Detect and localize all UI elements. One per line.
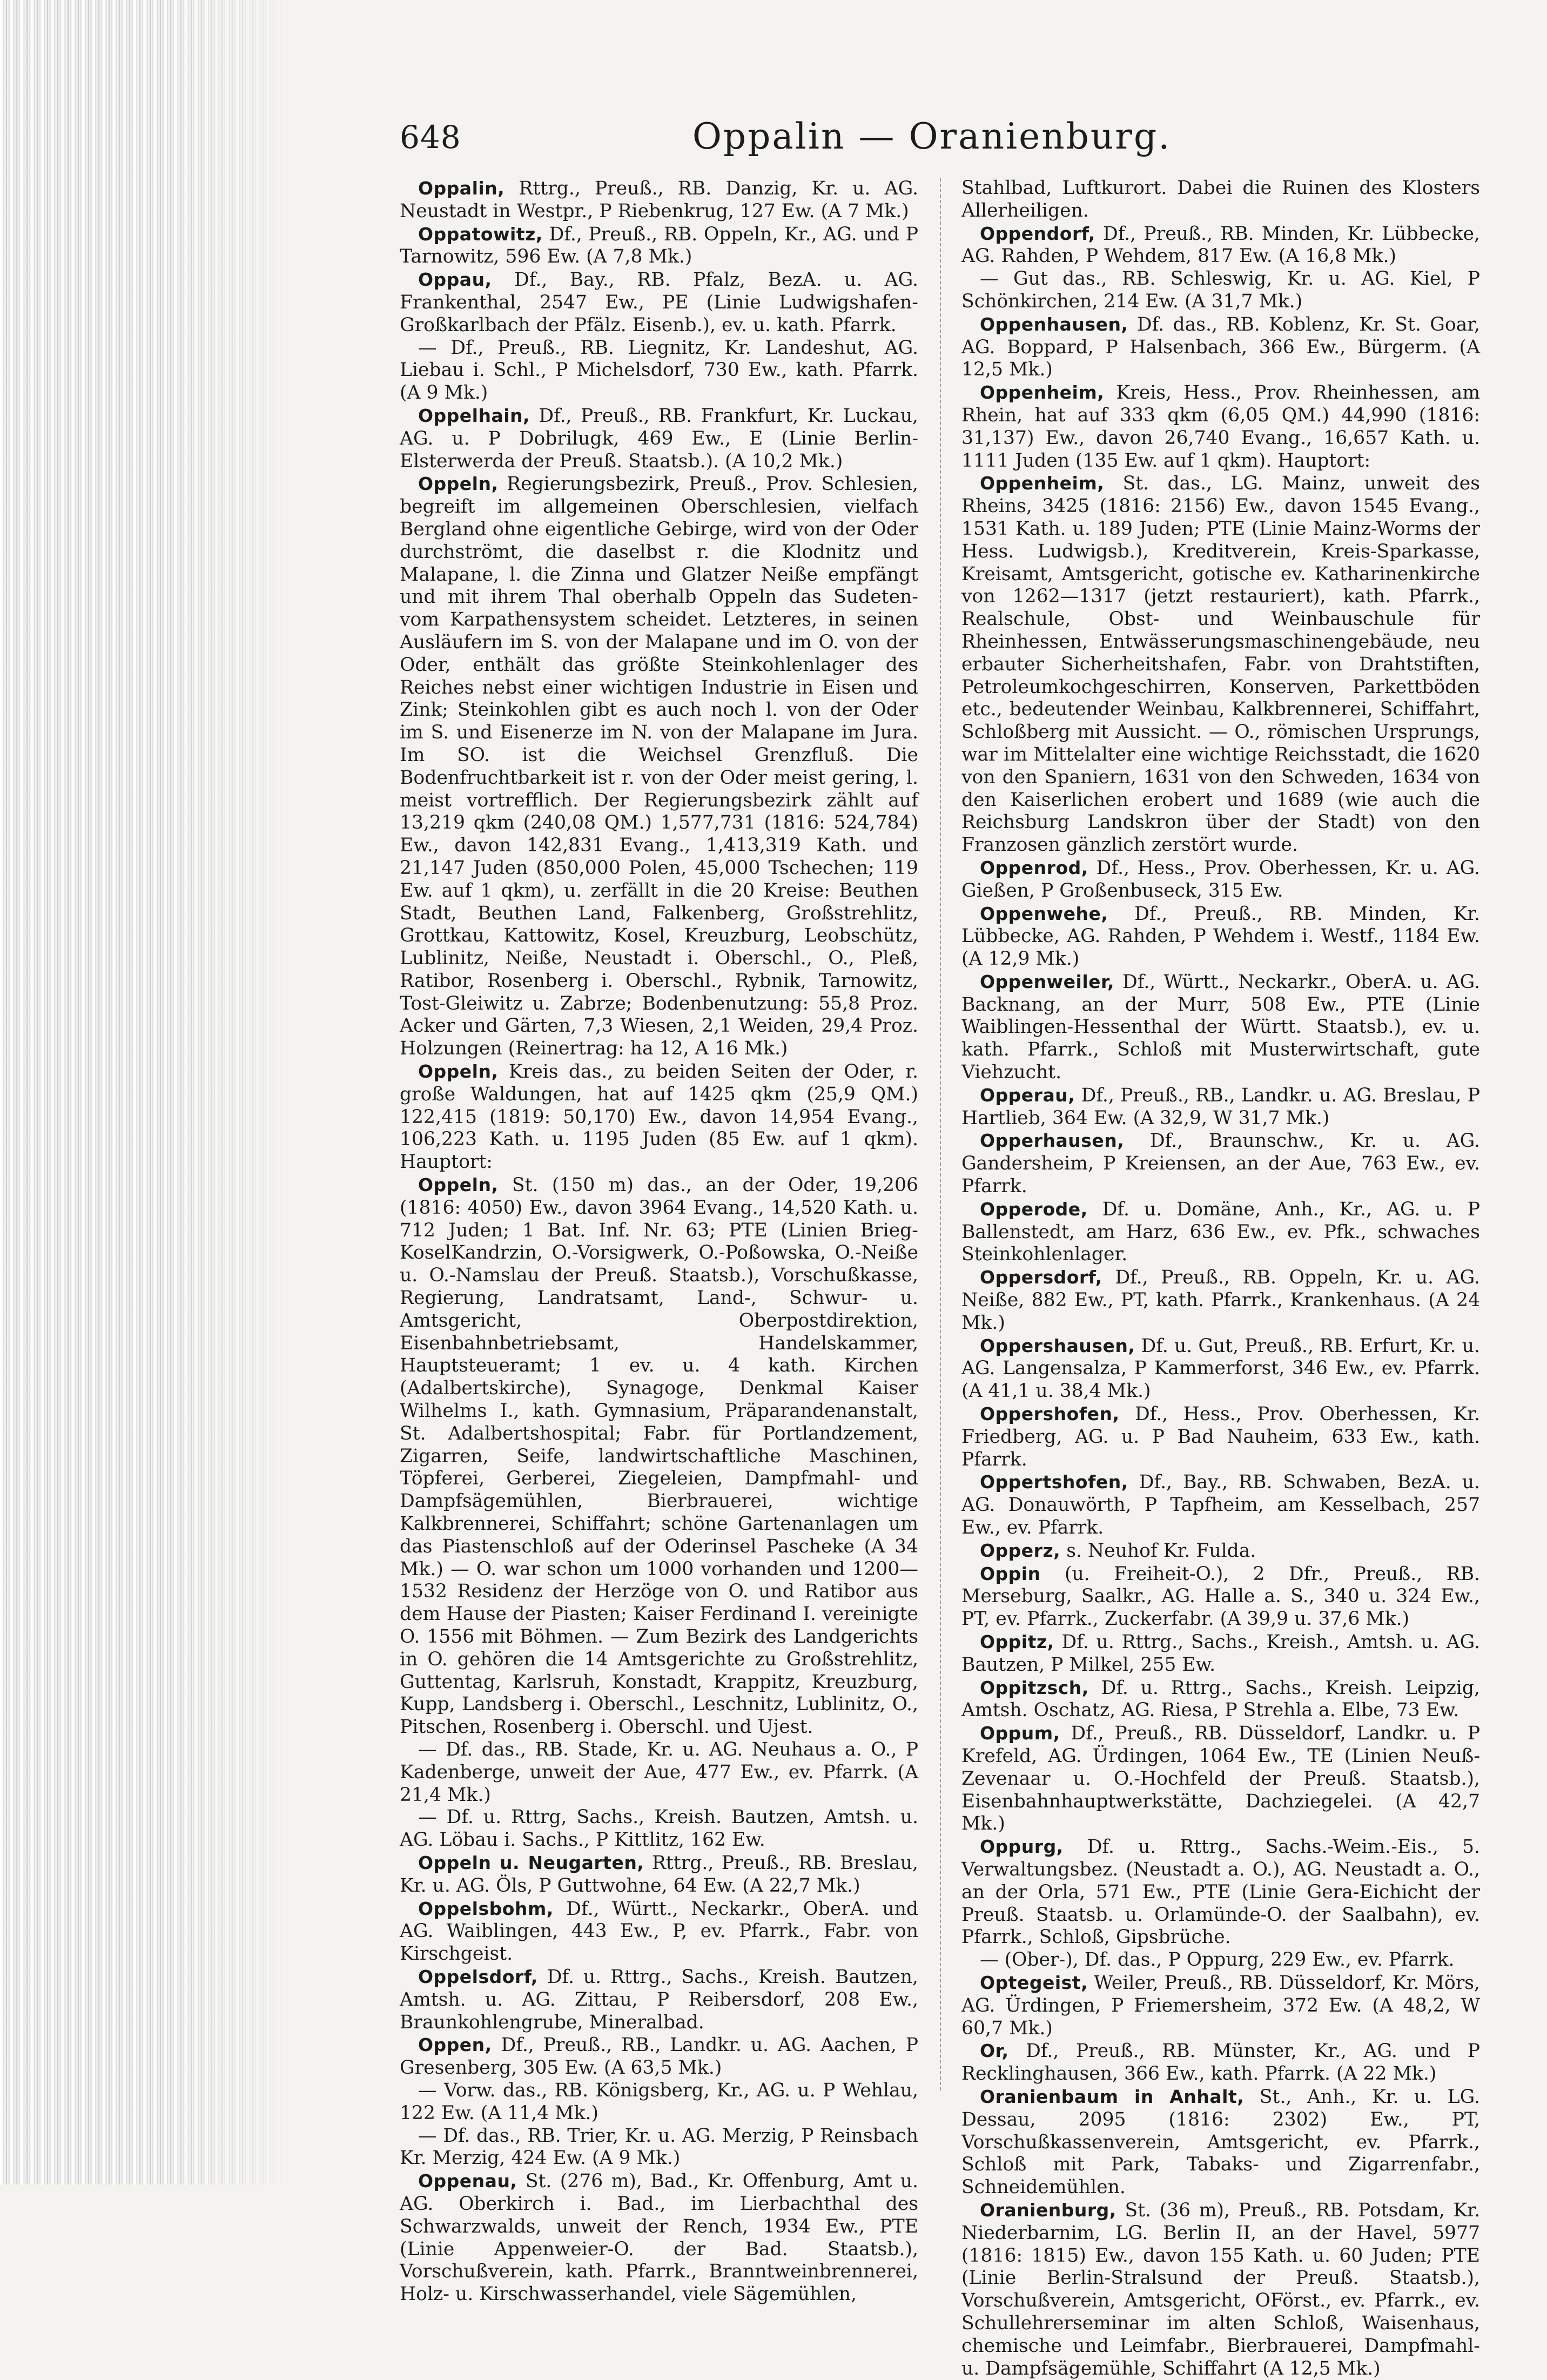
entry-text: Kreis das., zu beiden Seiten der Oder, r. große Waldungen, hat auf 1425 qkm (25,9 QM.) 122,415 (1819: 50,170) Ew., davon 14,954 Evang., 106,223 Kath. u. 1195 Juden (85 Ew. auf 1 qkm). Hauptort: bbox=[400, 1061, 918, 1173]
dictionary-entry bbox=[961, 2086, 1480, 2199]
entry-text: Stahlbad, Luftkurort. Dabei die Ruinen des Klosters Allerheiligen. bbox=[961, 177, 1480, 221]
dictionary-entry bbox=[400, 1806, 918, 1852]
dictionary-entry bbox=[961, 1631, 1480, 1677]
dictionary-entry bbox=[961, 2040, 1480, 2086]
dictionary-entry bbox=[400, 1060, 918, 1174]
entry-text: Rttrg., Preuß., RB. Danzig, Kr. u. AG. Neustadt in Westpr., P Riebenkrug, 127 Ew. (A 7 Mk.) bbox=[400, 178, 918, 222]
entry-headword: Or, bbox=[980, 2040, 1009, 2062]
entry-text: Df. u. Rttrg., Sachs., Kreish. Leipzig, Amtsh. Oschatz, AG. Riesa, P Strehla a. Elbe, 73 Ew. bbox=[961, 1677, 1480, 1722]
dictionary-entry bbox=[961, 2199, 1480, 2380]
entry-text: St., Anh., Kr. u. LG. Dessau, 2095 (1816: 2302) Ew., PT, Vorschußkassenverein, Amtsgericht, ev. Pfarrk., Schloß mit Park, Tabaks- und Zigarrenfabr., Schneidemühlen. bbox=[961, 2086, 1480, 2199]
entry-text: Df., Preuß., RB. Oppeln, Kr., AG. und P Tarnowitz, 596 Ew. (A 7,8 Mk.) bbox=[400, 223, 918, 268]
entry-text: Regierungsbezirk, Preuß., Prov. Schlesien, begreift im allgemeinen Oberschlesien, vielfach Bergland ohne eigentliche Gebirge, wird von der Oder durchströmt, die daselbst r. die Klodnitz und Malapane, l. die Zinna und Glatzer Neiße empfängt und mit ihrem Thal oberhalb Oppeln das Sudeten- vom Karpathensystem scheidet. Letzteres, in seinen Ausläufern im S. von der Malapane und im O. von der Oder, enthält das größte Steinkohlenlager des Reiches nebst einer wichtigen Industrie in Eisen und Zink; Steinkohlen gibt es auch noch l. von der Oder im S. und Eisenerze im N. von der Malapane im Jura. Im SO. ist die Weichsel Grenzfluß. Die Bodenfruchtbarkeit ist r. von der Oder meist gering, l. meist vortrefflich. Der Regierungsbezirk zählt auf 13,219 qkm (240,08 QM.) 1,577,731 (1816: 524,784) Ew., davon 142,831 Evang., 1,413,319 Kath. und 21,147 Juden (850,000 Polen, 45,000 Tschechen; 119 Ew. auf 1 qkm), u. zerfällt in die 20 Kreise: Beuthen Stadt, Beuthen Land, Falkenberg, Großstrehlitz, Grottkau, Kattowitz, Kosel, Kreuzburg, Leobschütz, Lublinitz, Neiße, Neustadt i. Oberschl., O., Pleß, Ratibor, Rosenberg i. Oberschl., Rybnik, Tarnowitz, Tost-Gleiwitz u. Zabrze; Bodenbenutzung: 55,8 Proz. Acker und Gärten, 7,3 Wiesen, 2,1 Weiden, 29,4 Proz. Holzungen (Reinertrag: ha 12, A 16 Mk.) bbox=[400, 473, 918, 1060]
page-header bbox=[378, 108, 1485, 167]
entry-headword: Oppenau, bbox=[418, 2170, 517, 2192]
entry-headword: Oppeln, bbox=[418, 1174, 499, 1196]
scan-edge-fade bbox=[162, 0, 302, 2184]
entry-headword: Oppitzsch, bbox=[980, 1677, 1089, 1698]
dictionary-entry bbox=[961, 223, 1480, 268]
dictionary-entry bbox=[400, 1174, 918, 1739]
entry-text: Df. das., RB. Koblenz, Kr. St. Goar, AG. Boppard, P Halsenbach, 366 Ew., Bürgerm. (A 12,5 Mk.) bbox=[961, 313, 1480, 381]
dictionary-entry bbox=[961, 1539, 1480, 1563]
entry-text: St. (150 m) das., an der Oder, 19,206 (1816: 4050) Ew., davon 3964 Evang., 14,520 Kath. u. 712 Juden; 1 Bat. Inf. Nr. 63; PTE (Linien Brieg-KoselKandrzin, O.-Vorsigwerk, O.-Poßowska, O.-Neiße u. O.-Namslau der Preuß. Staatsb.), Vorschußkasse, Regierung, Landratsamt, Land-, Schwur- u. Amtsgericht, Oberpostdirektion, Eisenbahnbetriebsamt, Handelskammer, Hauptsteueramt; 1 ev. u. 4 kath. Kirchen (Adalbertskirche), Synagoge, Denkmal Kaiser Wilhelms I., kath. Gymnasium, Präparandenanstalt, St. Adalbertshospital; Fabr. für Portlandzement, Zigarren, Seife, landwirtschaftliche Maschinen, Töpferei, Gerberei, Ziegeleien, Dampfmahl- und Dampfsägemühlen, Bierbrauerei, wichtige Kalkbrennerei, Schiffahrt; schöne Gartenanlagen um das Piastenschloß auf der Oderinsel Pascheke (A 34 Mk.) — O. war schon um 1000 vorhanden und 1200—1532 Residenz der Herzöge von O. und Ratibor aus dem Hause der Piasten; Kaiser Ferdinand I. vereinigte O. 1556 mit Böhmen. — Zum Bezirk des Landgerichts in O. gehören die 14 Amtsgerichte zu Großstrehlitz, Guttentag, Karlsruh, Konstadt, Krappitz, Kreuzburg, Kupp, Landsberg i. Oberschl., Leschnitz, Lublinitz, O., Pitschen, Rosenberg i. Oberschl. und Ujest. bbox=[400, 1174, 918, 1738]
entry-text: Df., Bay., RB. Pfalz, BezA. u. AG. Frankenthal, 2547 Ew., PE (Linie Ludwigshafen-Großkarlbach der Pfälz. Eisenb.), ev. u. kath. Pfarrk. bbox=[400, 269, 918, 336]
dictionary-entry bbox=[400, 1966, 918, 2034]
entry-headword: Oppin bbox=[980, 1563, 1041, 1584]
entry-headword: Oppenweiler, bbox=[980, 971, 1115, 992]
entry-text: Df. u. Gut, Preuß., RB. Erfurt, Kr. u. AG. Langensalza, P Kammerforst, 346 Ew., ev. Pfarrk. (A 41,1 u. 38,4 Mk.) bbox=[961, 1335, 1480, 1402]
dictionary-entry bbox=[400, 2034, 918, 2080]
entry-headword: Oppitz, bbox=[980, 1631, 1054, 1652]
entry-text: Df., Preuß., RB. Münster, Kr., AG. und P Recklinghausen, 366 Ew., kath. Pfarrk. (A 22 Mk.) bbox=[961, 2040, 1480, 2085]
column-divider bbox=[940, 178, 941, 2090]
entry-headword: Oppatowitz, bbox=[418, 223, 543, 245]
dictionary-entry bbox=[961, 1677, 1480, 1723]
entry-headword: Oppelsbohm, bbox=[418, 1898, 554, 1919]
dictionary-entry bbox=[961, 971, 1480, 1084]
dictionary-entry bbox=[400, 268, 918, 337]
dictionary-entry bbox=[961, 381, 1480, 472]
entry-text: Df., Braunschw., Kr. u. AG. Gandersheim, P Kreiensen, an der Aue, 763 Ew., ev. Pfarrk. bbox=[961, 1130, 1480, 1198]
dictionary-entry bbox=[961, 1563, 1480, 1631]
entry-text: Df., Preuß., RB. Oppeln, Kr. u. AG. Neiße, 882 Ew., PT, kath. Pfarrk., Krankenhaus. (A 24 Mk.) bbox=[961, 1267, 1480, 1334]
entry-headword: Oranienburg, bbox=[980, 2199, 1116, 2221]
entry-headword: Oppeln u. Neugarten, bbox=[418, 1852, 644, 1873]
entry-text: Df., Preuß., RB. Minden, Kr. Lübbecke, AG. Rahden, P Wehdem i. Westf., 1184 Ew. (A 12,9 Mk.) bbox=[961, 903, 1480, 970]
entry-headword: Oranienbaum in Anhalt, bbox=[980, 2086, 1245, 2107]
dictionary-entry bbox=[961, 903, 1480, 971]
entry-headword: Oppeln, bbox=[418, 473, 499, 495]
entry-text: Df. u. Rttrg., Sachs., Kreish. Bautzen, Amtsh. u. AG. Zittau, P Reibersdorf, 208 Ew., Braunkohlengrube, Mineralbad. bbox=[400, 1966, 918, 2033]
entry-text: Df., Bay., RB. Schwaben, BezA. u. AG. Donauwörth, P Tapfheim, am Kesselbach, 257 Ew., ev. Pfarrk. bbox=[961, 1471, 1480, 1539]
entry-text: Rttrg., Preuß., RB. Breslau, Kr. u. AG. Öls, P Guttwohne, 64 Ew. (A 22,7 Mk.) bbox=[400, 1852, 918, 1897]
entry-headword: Oppershofen, bbox=[980, 1403, 1120, 1425]
dictionary-entry bbox=[400, 1898, 918, 1966]
entry-text: — Df. u. Rttrg, Sachs., Kreish. Bautzen, Amtsh. u. AG. Löbau i. Sachs., P Kittlitz, 162 Ew. bbox=[400, 1806, 918, 1851]
dictionary-entry bbox=[400, 405, 918, 473]
entry-text: — (Ober-), Df. das., P Oppurg, 229 Ew., ev. Pfarrk. bbox=[980, 1949, 1455, 1971]
dictionary-entry bbox=[400, 2170, 918, 2306]
entry-text: (u. Freiheit-O.), 2 Dfr., Preuß., RB. Merseburg, Saalkr., AG. Halle a. S., 340 u. 324 Ew., PT, ev. Pfarrk., Zuckerfabr. (A 39,9 u. 37,6 Mk.) bbox=[961, 1563, 1480, 1630]
entry-headword: Opperhausen, bbox=[980, 1130, 1125, 1152]
running-title: Oppalin — Oranienburg. bbox=[692, 116, 1172, 157]
dictionary-entry bbox=[961, 1836, 1480, 1949]
dictionary-entry bbox=[961, 177, 1480, 223]
entry-headword: Oppersdorf, bbox=[980, 1267, 1102, 1288]
entry-text: Df., Preuß., RB., Landkr. u. AG. Breslau, P Hartlieb, 364 Ew. (A 32,9, W 31,7 Mk.) bbox=[961, 1084, 1480, 1129]
dictionary-entry bbox=[961, 857, 1480, 903]
entry-text: Df., Preuß., RB. Frankfurt, Kr. Luckau, AG. u. P Dobrilugk, 469 Ew., E (Linie Berlin-Elsterwerda der Preuß. Staatsb.). (A 10,2 Mk.) bbox=[400, 405, 918, 472]
entry-text: Df., Württ., Neckarkr., OberA. und AG. Waiblingen, 443 Ew., P, ev. Pfarrk., Fabr. von Kirschgeist. bbox=[400, 1898, 918, 1965]
entry-headword: Oppum, bbox=[980, 1723, 1060, 1744]
entry-headword: Opperode, bbox=[980, 1198, 1088, 1220]
entry-headword: Oppen, bbox=[418, 2034, 492, 2056]
entry-headword: Oppenwehe, bbox=[980, 903, 1108, 924]
entry-text: — Df. das., RB. Trier, Kr. u. AG. Merzig, P Reinsbach Kr. Merzig, 424 Ew. (A 9 Mk.) bbox=[400, 2124, 918, 2169]
dictionary-entry bbox=[400, 177, 918, 223]
entry-headword: Opperau, bbox=[980, 1084, 1075, 1106]
entry-headword: Oppelsdorf, bbox=[418, 1966, 538, 1987]
dictionary-entry bbox=[961, 1722, 1480, 1836]
entry-headword: Oppau, bbox=[418, 269, 492, 291]
entry-text: Weiler, Preuß., RB. Düsseldorf, Kr. Mörs, AG. Ürdingen, P Friemersheim, 372 Ew. (A 48,2, W 60,7 Mk.) bbox=[961, 1972, 1480, 2039]
dictionary-entry bbox=[400, 2125, 918, 2170]
entry-headword: Oppendorf, bbox=[980, 223, 1095, 244]
dictionary-entry bbox=[961, 1949, 1480, 1972]
dictionary-entry bbox=[961, 268, 1480, 313]
entry-headword: Optegeist, bbox=[980, 1972, 1088, 1993]
dictionary-entry bbox=[961, 472, 1480, 857]
dictionary-entry bbox=[961, 1335, 1480, 1403]
dictionary-entry bbox=[961, 1471, 1480, 1539]
dictionary-entry bbox=[961, 1084, 1480, 1130]
entry-text: Df. u. Rttrg., Sachs., Kreish., Amtsh. u. AG. Bautzen, P Milkel, 255 Ew. bbox=[961, 1631, 1480, 1676]
dictionary-entry bbox=[961, 1266, 1480, 1334]
dictionary-entry bbox=[961, 1403, 1480, 1471]
entry-text: — Vorw. das., RB. Königsberg, Kr., AG. u. P Wehlau, 122 Ew. (A 11,4 Mk.) bbox=[400, 2079, 918, 2124]
entry-text: s. Neuhof Kr. Fulda. bbox=[1060, 1539, 1256, 1562]
left-column bbox=[400, 177, 918, 2305]
dictionary-entry bbox=[400, 473, 918, 1060]
entry-text: Kreis, Hess., Prov. Rheinhessen, am Rhein, hat auf 333 qkm (6,05 QM.) 44,990 (1816: 31,137) Ew., davon 26,740 Evang., 16,657 Kath. u. 1111 Juden (135 Ew. auf 1 qkm). Hauptort: bbox=[961, 382, 1480, 472]
entry-text: St. (36 m), Preuß., RB. Potsdam, Kr. Niederbarnim, LG. Berlin II, an der Havel, 5977 (1816: 1815) Ew., davon 155 Kath. u. 60 Juden; PTE (Linie Berlin-Stralsund der Preuß. Staatsb.), Vorschußverein, Amtsgericht, OFörst., ev. Pfarrk., ev. Schullehrerseminar im alten Schloß, Waisenhaus, chemische und Leimfabr., Bierbrauerei, Dampfmahl- u. Dampfsägemühle, Schiffahrt (A 12,5 Mk.) bbox=[961, 2199, 1480, 2379]
entry-headword: Oppurg, bbox=[980, 1836, 1064, 1858]
entry-headword: Oppalin, bbox=[418, 178, 505, 199]
entry-headword: Oppenheim, bbox=[980, 382, 1105, 404]
entry-text: St. (276 m), Bad., Kr. Offenburg, Amt u. AG. Oberkirch i. Bad., im Lierbachthal des Schwarzwalds, unweit der Rench, 1934 Ew., PTE (Linie Appenweier-O. der Bad. Staatsb.), Vorschußverein, kath. Pfarrk., Branntweinbrennerei, Holz- u. Kirschwasserhandel, viele Sägemühlen, bbox=[400, 2170, 918, 2305]
entry-headword: Oppeln, bbox=[418, 1061, 499, 1083]
entry-text: — Gut das., RB. Schleswig, Kr. u. AG. Kiel, P Schönkirchen, 214 Ew. (A 31,7 Mk.) bbox=[961, 268, 1480, 312]
entry-headword: Oppenhausen, bbox=[980, 313, 1128, 335]
entry-headword: Oppenheim, bbox=[980, 473, 1105, 494]
entry-headword: Oppertshofen, bbox=[980, 1471, 1128, 1493]
entry-headword: Oppelhain, bbox=[418, 405, 530, 426]
dictionary-entry bbox=[400, 1739, 918, 1806]
book-page bbox=[378, 108, 1485, 2379]
entry-text: Df. u. Domäne, Anh., Kr., AG. u. P Ballenstedt, am Harz, 636 Ew., ev. Pfk., schwaches Steinkohlenlager. bbox=[961, 1198, 1480, 1266]
dictionary-entry bbox=[961, 1198, 1480, 1266]
entry-text: Df., Hess., Prov. Oberhessen, Kr. Friedberg, AG. u. P Bad Nauheim, 633 Ew., kath. Pfarrk. bbox=[961, 1403, 1480, 1470]
entry-text: — Df. das., RB. Stade, Kr. u. AG. Neuhaus a. O., P Kadenberge, unweit der Aue, 477 Ew., ev. Pfarrk. (A 21,4 Mk.) bbox=[400, 1738, 918, 1806]
page-number: 648 bbox=[400, 119, 461, 156]
entry-text: St. das., LG. Mainz, unweit des Rheins, 3425 (1816: 2156) Ew., davon 1545 Evang., 1531 Kath. u. 189 Juden; PTE (Linie Mainz-Worms der Hess. Ludwigsb.), Kreditverein, Kreis-Sparkasse, Kreisamt, Amtsgericht, gotische ev. Katharinenkirche von 1262—1317 (jetzt restauriert), kath. Pfarrk., Realschule, Obst- und Weinbauschule für Rheinhessen, Entwässerungsmaschinengebäude, neu erbauter Sicherheitshafen, Fabr. von Drahtstiften, Petroleumkochgeschirren, Konserven, Parkettböden etc., bedeutender Weinbau, Kalkbrennerei, Schiffahrt, Schloßberg mit Aussicht. — O., römischen Ursprungs, war im Mittelalter eine wichtige Reichsstadt, die 1620 von den Spaniern, 1631 von den Schweden, 1634 von den Kaiserlichen erobert und 1689 (wie auch die Reichsburg Landskron über der Stadt) von den Franzosen gänzlich zerstört wurde. bbox=[961, 473, 1480, 856]
entry-text: Df., Preuß., RB. Minden, Kr. Lübbecke, AG. Rahden, P Wehdem, 817 Ew. (A 16,8 Mk.) bbox=[961, 223, 1480, 267]
entry-headword: Oppershausen, bbox=[980, 1335, 1135, 1356]
dictionary-entry bbox=[400, 2080, 918, 2125]
dictionary-entry bbox=[400, 1852, 918, 1898]
entry-text: Df. u. Rttrg., Sachs.-Weim.-Eis., 5. Verwaltungsbez. (Neustadt a. O.), AG. Neustadt a. O., an der Orla, 571 Ew., PTE (Linie Gera-Eichicht der Preuß. Staatsb. u. Orlamünde-O. der Saalbahn), ev. Pfarrk., Schloß, Gipsbrüche. bbox=[961, 1836, 1480, 1948]
entry-text: Df., Württ., Neckarkr., OberA. u. AG. Backnang, an der Murr, 508 Ew., PTE (Linie Waiblingen-Hessenthal der Württ. Staatsb.), ev. u. kath. Pfarrk., Schloß mit Musterwirtschaft, gute Viehzucht. bbox=[961, 971, 1480, 1084]
dictionary-entry bbox=[961, 313, 1480, 381]
entry-text: — Df., Preuß., RB. Liegnitz, Kr. Landeshut, AG. Liebau i. Schl., P Michelsdorf, 730 Ew., kath. Pfarrk. (A 9 Mk.) bbox=[400, 337, 918, 404]
dictionary-entry bbox=[400, 337, 918, 405]
dictionary-entry bbox=[400, 223, 918, 269]
entry-text: Df., Preuß., RB. Düsseldorf, Landkr. u. P Krefeld, AG. Ürdingen, 1064 Ew., TE (Linien Neuß-Zevenaar u. O.-Hochfeld der Preuß. Staatsb.), Eisenbahnhauptwerkstätte, Dachziegelei. (A 42,7 Mk.) bbox=[961, 1723, 1480, 1835]
right-column bbox=[961, 177, 1480, 2379]
entry-headword: Opperz, bbox=[980, 1539, 1061, 1561]
entry-text: Df., Hess., Prov. Oberhessen, Kr. u. AG. Gießen, P Großenbuseck, 315 Ew. bbox=[961, 857, 1480, 902]
entry-text: Df., Preuß., RB., Landkr. u. AG. Aachen, P Gresenberg, 305 Ew. (A 63,5 Mk.) bbox=[400, 2034, 918, 2079]
entry-headword: Oppenrod, bbox=[980, 857, 1088, 878]
dictionary-entry bbox=[961, 1972, 1480, 2040]
dictionary-entry bbox=[961, 1130, 1480, 1198]
